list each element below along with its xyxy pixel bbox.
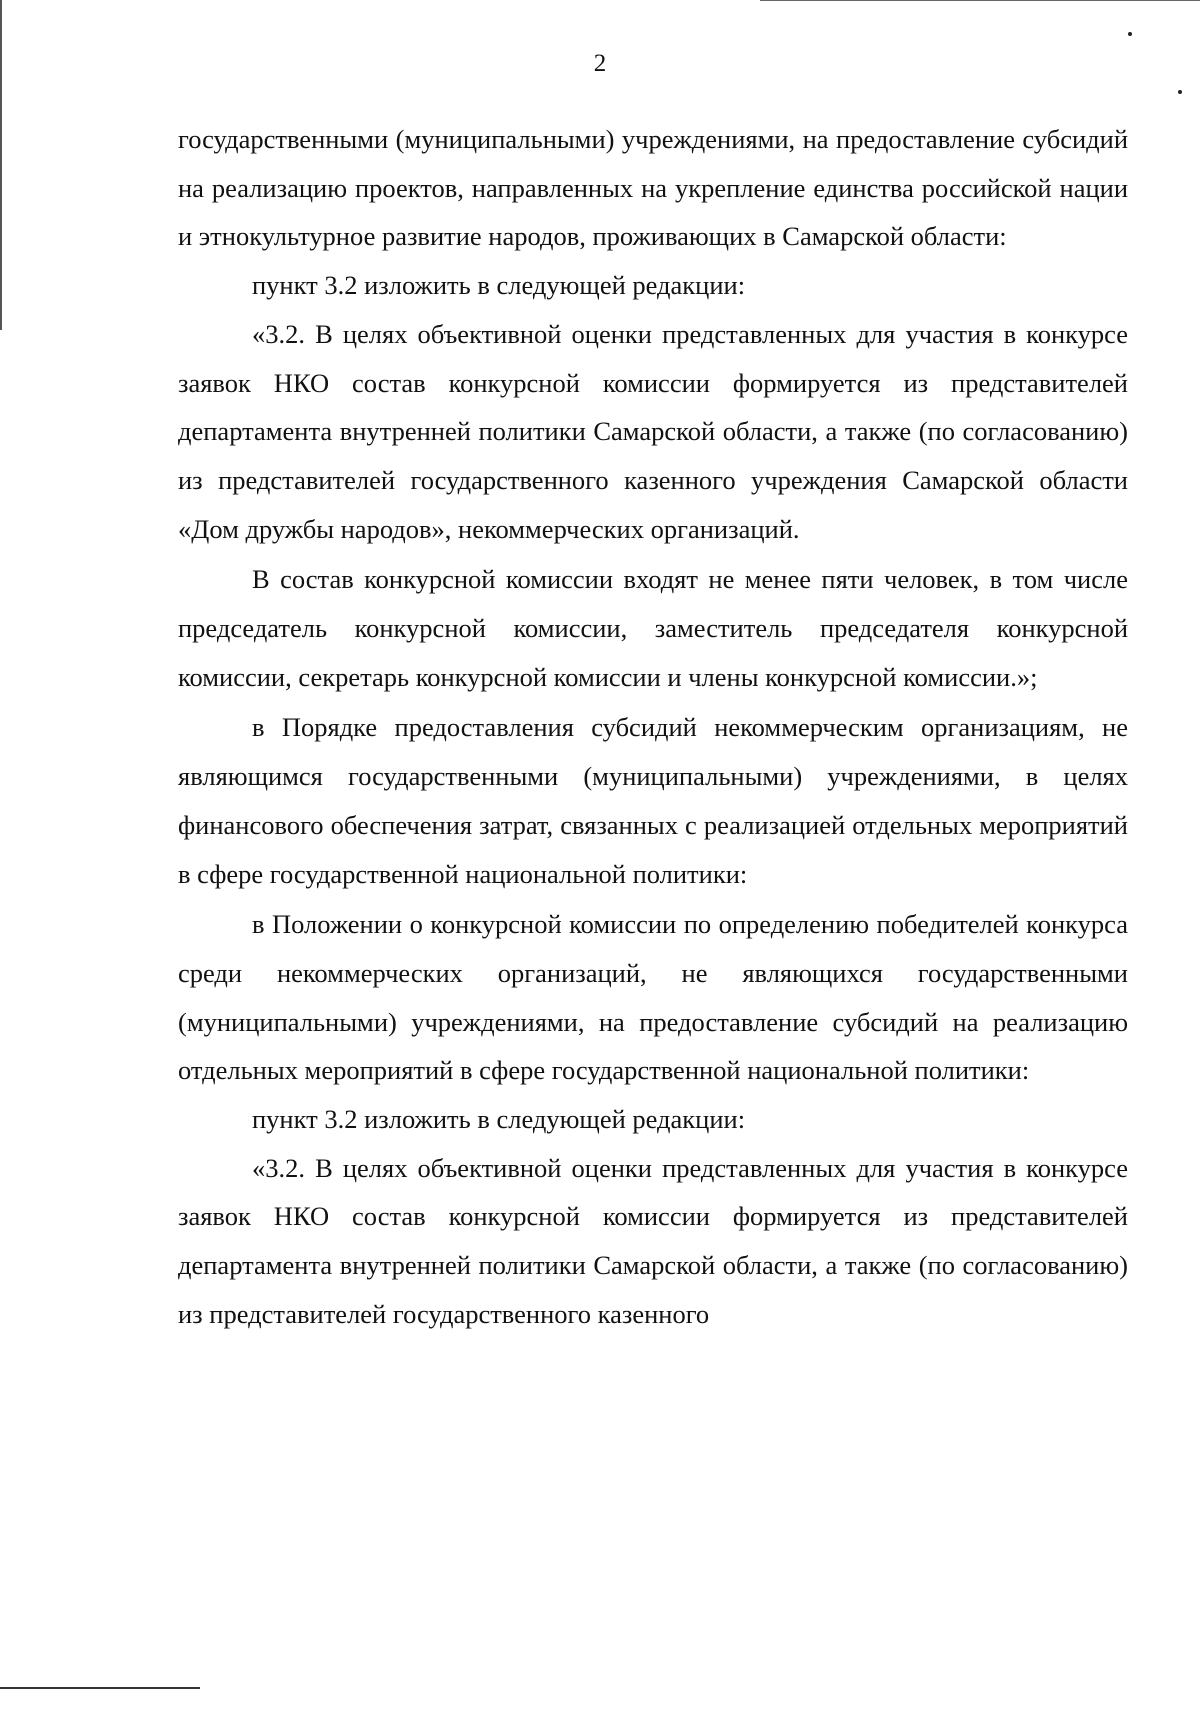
paragraph-3: «3.2. В целях объективной оценки представленных для участия в конкурсе заявок НКО состав конкурсной комиссии формируется из представителей департамента внутренней политики Самарской области, а также (по согласованию) из представителей государственного казенного учреждения Самарской области «Дом дружбы народов», некоммерческих организаций. [178, 318, 1128, 544]
page-number: 2 [593, 50, 607, 77]
scan-speck [1128, 32, 1132, 36]
paragraph-5: в Порядке предоставления субсидий некоммерческим организациям, не являющимся государственными (муниципальными) учреждениями, в целях финансового обеспечения затрат, связанных с реализацией отдельных мероприятий в сфере государственной национальной политики: [178, 712, 1128, 889]
scan-edge-top [760, 0, 1200, 1]
paragraph-1: государственными (муниципальными) учреждениями, на предоставление субсидий на реализацию проектов, направленных на укрепление единства российской нации и этнокультурное развитие народов, проживающих в Самарской области: [178, 124, 1128, 252]
paragraph-4: В состав конкурсной комиссии входят не менее пяти человек, в том числе председатель конкурсной комиссии, заместитель председателя конкурсной комиссии, секретарь конкурсной комиссии и члены конкурсной комиссии.»; [178, 564, 1128, 692]
document-body [178, 115, 1128, 1339]
paragraph-7: пункт 3.2 изложить в следующей редакции: [252, 1104, 746, 1135]
paragraph-2: пункт 3.2 изложить в следующей редакции: [252, 270, 746, 301]
paragraph-8: «3.2. В целях объективной оценки представленных для участия в конкурсе заявок НКО состав конкурсной комиссии формируется из представителей департамента внутренней политики Самарской области, а также (по согласованию) из представителей государственного казенного [178, 1152, 1128, 1329]
scan-bottom-line [0, 1687, 200, 1689]
scan-speck [1178, 90, 1182, 94]
paragraph-6: в Положении о конкурсной комиссии по определению победителей конкурса среди некоммерческих организаций, не являющихся государственными (муниципальными) учреждениями, на предоставление субсидий на реализацию отдельных мероприятий в сфере государственной национальной политики: [178, 909, 1128, 1086]
